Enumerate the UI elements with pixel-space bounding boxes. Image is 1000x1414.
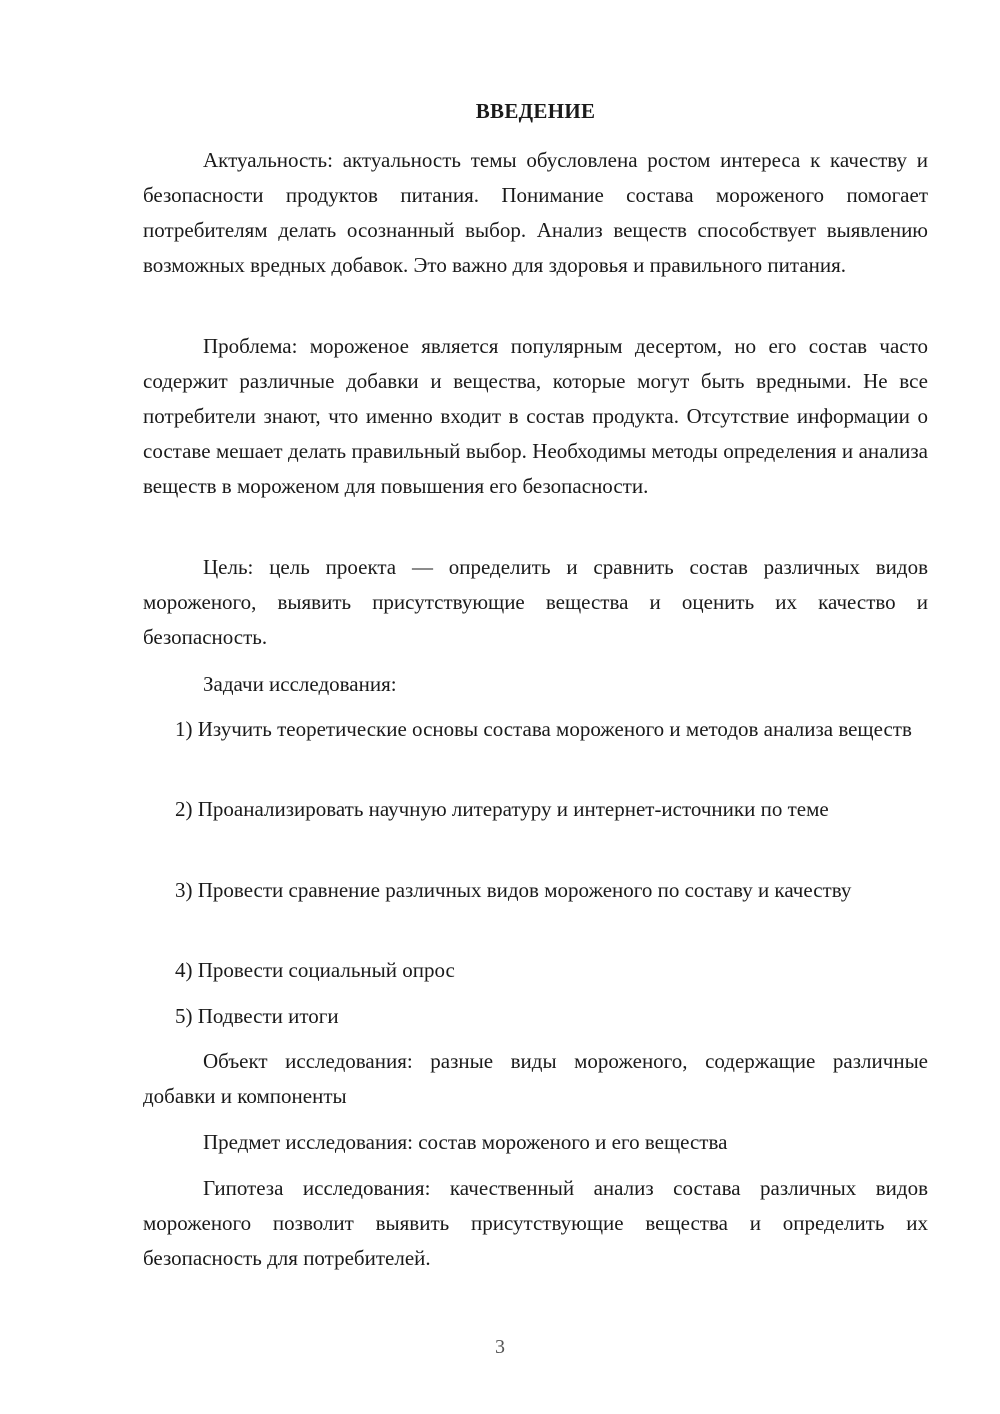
tasks-heading: Задачи исследования: xyxy=(203,672,397,696)
task-item-4: 4) Провести социальный опрос xyxy=(175,958,455,982)
task-item-3: 3) Провести сравнение различных видов мороженого по составу и качеству xyxy=(175,878,852,902)
task-item-5: 5) Подвести итоги xyxy=(175,1004,339,1028)
paragraph-subject: Предмет исследования: состав мороженого и его вещества xyxy=(203,1130,728,1154)
paragraph-hypothesis: Гипотеза исследования: качественный анализ состава различных видов мороженого позволит выявить присутствующие вещества и определить их безопасность для потребителей. xyxy=(143,1176,928,1270)
paragraph-relevance: Актуальность: актуальность темы обусловлена ростом интереса к качеству и безопасности продуктов питания. Понимание состава мороженого помогает потребителям делать осознанный выбор. Анализ веществ способствует выявлению возможных вредных добавок. Это важно для здоровья и правильного питания. xyxy=(143,148,928,277)
task-item-1: 1) Изучить теоретические основы состава мороженого и методов анализа веществ xyxy=(175,717,912,741)
page-title: ВВЕДЕНИЕ xyxy=(475,99,596,123)
paragraph-problem: Проблема: мороженое является популярным десертом, но его состав часто содержит различные добавки и вещества, которые могут быть вредными. Не все потребители знают, что именно входит в состав продукта. Отсутствие информации о составе мешает делать правильный выбор. Необходимы методы определения и анализа веществ в мороженом для повышения его безопасности. xyxy=(143,334,928,498)
task-item-2: 2) Проанализировать научную литературу и интернет-источники по теме xyxy=(175,797,829,821)
paragraph-goal: Цель: цель проекта — определить и сравнить состав различных видов мороженого, выявить присутствующие вещества и оценить их качество и безопасность. xyxy=(143,555,928,649)
paragraph-object: Объект исследования: разные виды мороженого, содержащие различные добавки и компоненты xyxy=(143,1049,928,1108)
page-number: 3 xyxy=(495,1336,505,1358)
